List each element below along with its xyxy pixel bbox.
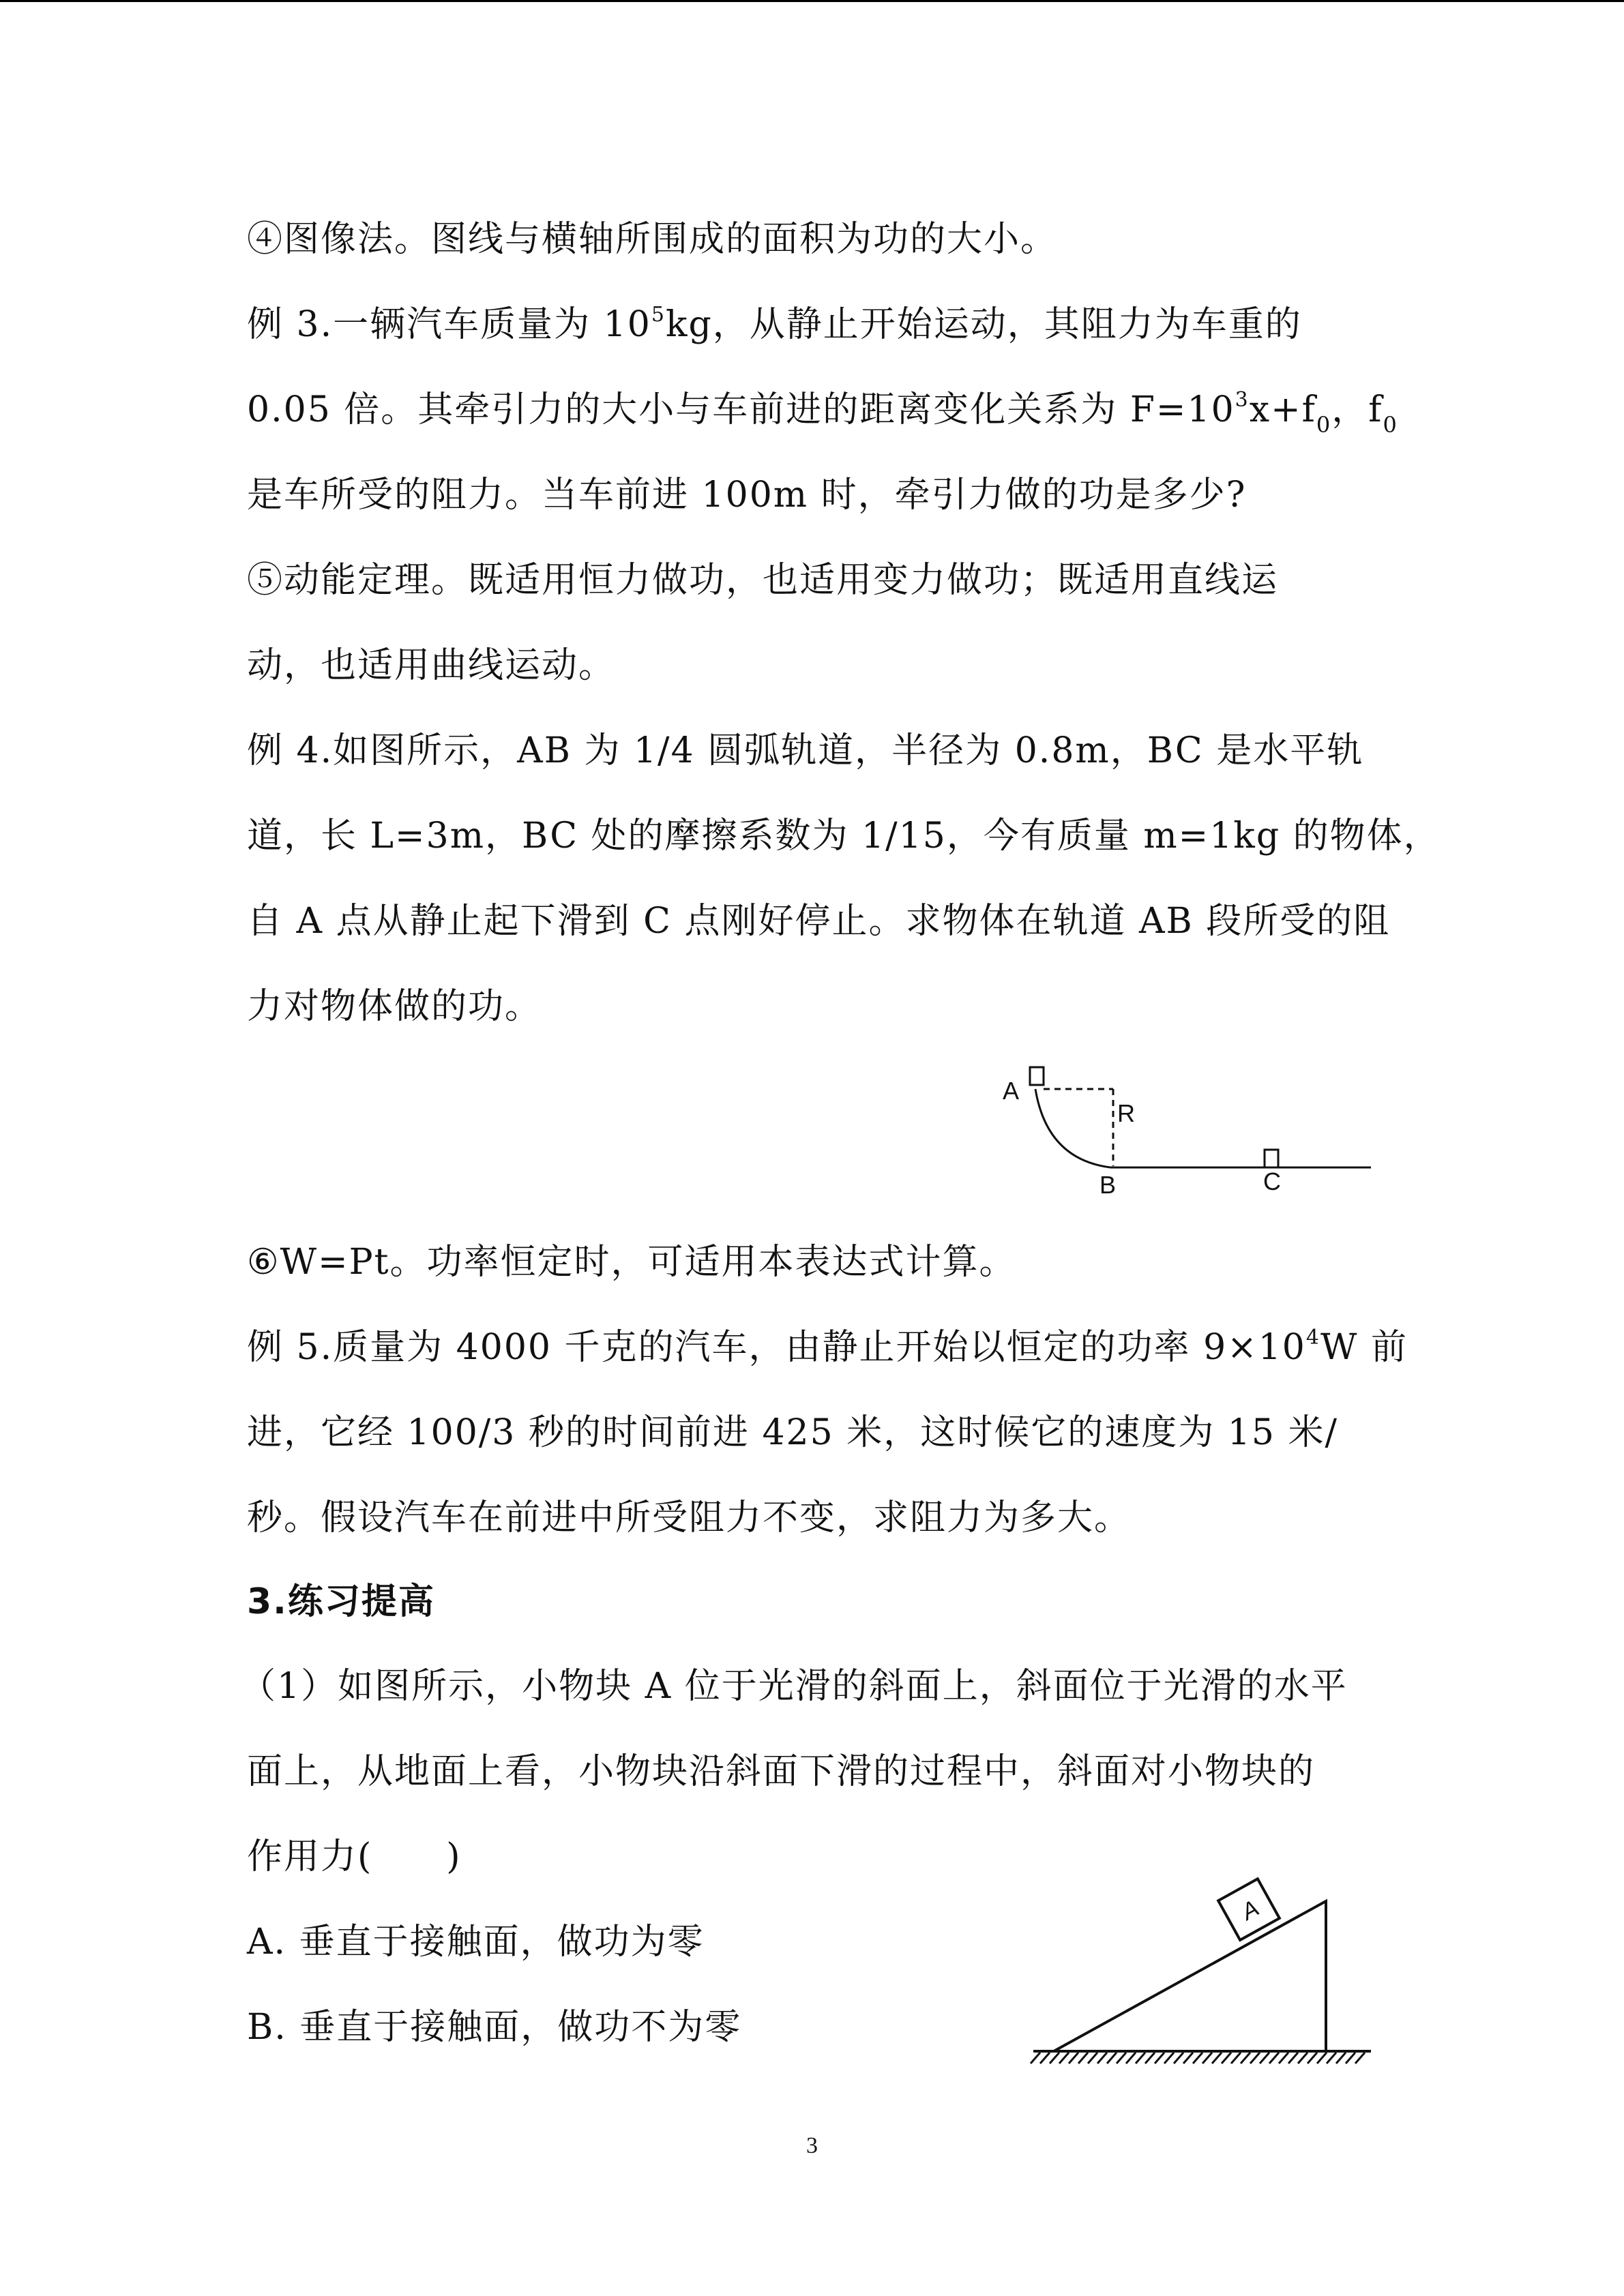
hatch-mark xyxy=(1202,2053,1212,2063)
hatch-mark xyxy=(1298,2053,1308,2063)
option-b: B. 垂直于接触面，做功不为零 xyxy=(247,2007,742,2048)
hatch-mark xyxy=(1212,2053,1222,2063)
hatch-mark xyxy=(1231,2053,1241,2063)
hatch-mark xyxy=(1250,2053,1260,2063)
method-5-line-2: 动，也适用曲线运动。 xyxy=(247,645,616,686)
hatch-mark xyxy=(1078,2053,1088,2063)
hatch-mark xyxy=(1155,2053,1164,2063)
hatch-mark xyxy=(1355,2053,1365,2063)
hatch-mark xyxy=(1241,2053,1250,2063)
section-heading-practice: 3.练习提高 xyxy=(247,1581,435,1622)
example-5-line-1: 例 5.质量为 4000 千克的汽车，由静止开始以恒定的功率 $9\times 10^4W$ 前 xyxy=(247,1326,1408,1368)
hatch-mark xyxy=(1269,2053,1279,2063)
hatch-mark xyxy=(1222,2053,1231,2063)
hatch-mark xyxy=(1088,2053,1097,2063)
hatch-mark xyxy=(1327,2053,1336,2063)
hatch-mark xyxy=(1164,2053,1174,2063)
hatch-mark xyxy=(1193,2053,1202,2063)
question-1-line-3: 作用力( ) xyxy=(247,1836,462,1877)
block-at-c xyxy=(1265,1150,1278,1167)
hatch-mark xyxy=(1288,2053,1298,2063)
hatch-mark xyxy=(1317,2053,1327,2063)
hatch-mark xyxy=(1050,2053,1059,2063)
hatch-mark xyxy=(1336,2053,1346,2063)
hatch-mark xyxy=(1069,2053,1078,2063)
example-4-line-3: 自 A 点从静止起下滑到 C 点刚好停止。求物体在轨道 AB 段所受的阻 xyxy=(247,901,1391,942)
hatch-mark xyxy=(1040,2053,1050,2063)
block-at-a xyxy=(1030,1067,1044,1085)
example-4-line-2: 道，长 L=3m，BC 处的摩擦系数为 1/15，今有质量 m=1kg 的物体， xyxy=(247,816,1441,856)
hatch-mark xyxy=(1031,2053,1040,2063)
hatch-mark xyxy=(1097,2053,1107,2063)
example-3-line-3: 是车所受的阻力。当车前进 100m 时，牵引力做的功是多少? xyxy=(247,475,1247,516)
hatch-mark xyxy=(1145,2053,1155,2063)
hatch-mark xyxy=(1107,2053,1117,2063)
example-4-line-1: 例 4.如图所示，AB 为 1/4 圆弧轨道，半径为 0.8m，BC 是水平轨 xyxy=(247,730,1364,771)
page-number: 3 xyxy=(806,2133,818,2158)
hatch-mark xyxy=(1117,2053,1126,2063)
example-3-line-1: 例 3.一辆汽车质量为 $10^5kg$，从静止开始运动，其阻力为车重的 xyxy=(247,303,1302,345)
hatch-mark xyxy=(1308,2053,1317,2063)
incline-block-label: A xyxy=(1237,1895,1264,1926)
hatch-mark xyxy=(1174,2053,1183,2063)
question-1-line-1: （1）如图所示，小物块 A 位于光滑的斜面上，斜面位于光滑的水平 xyxy=(240,1666,1348,1707)
hatch-mark xyxy=(1279,2053,1288,2063)
hatch-mark xyxy=(1260,2053,1269,2063)
incline-triangle xyxy=(1054,1901,1326,2051)
method-4-graph: ④图像法。图线与横轴所围成的面积为功的大小。 xyxy=(247,219,1058,260)
example-5-line-3: 秒。假设汽车在前进中所受阻力不变，求阻力为多大。 xyxy=(247,1497,1132,1538)
figure-label-a: A xyxy=(1003,1077,1020,1105)
example-4-line-4: 力对物体做的功。 xyxy=(247,986,542,1027)
example-5-line-2: 进，它经 100/3 秒的时间前进 425 米，这时候它的速度为 15 米/ xyxy=(247,1412,1338,1453)
hatch-mark xyxy=(1183,2053,1193,2063)
option-a: A. 垂直于接触面，做功为零 xyxy=(247,1922,705,1963)
example-3-line-2: 0.05 倍。其牵引力的大小与车前进的距离变化关系为 $F=10^3x+f_0$，$f_0$ xyxy=(247,388,1398,438)
method-5-line-1: ⑤动能定理。既适用恒力做功，也适用变力做功；既适用直线运 xyxy=(247,560,1279,601)
hatch-mark xyxy=(1126,2053,1136,2063)
hatch-mark xyxy=(1136,2053,1145,2063)
quarter-arc xyxy=(1035,1089,1110,1167)
ground-hatching xyxy=(1031,2053,1365,2063)
figure-label-b: B xyxy=(1099,1171,1117,1199)
figure-label-r: R xyxy=(1117,1099,1135,1127)
hatch-mark xyxy=(1346,2053,1355,2063)
figure-label-c: C xyxy=(1263,1167,1281,1195)
method-6-power: ⑥W=Pt。功率恒定时，可适用本表达式计算。 xyxy=(247,1242,1016,1283)
question-1-line-2: 面上，从地面上看，小物块沿斜面下滑的过程中，斜面对小物块的 xyxy=(247,1751,1316,1792)
hatch-mark xyxy=(1059,2053,1069,2063)
